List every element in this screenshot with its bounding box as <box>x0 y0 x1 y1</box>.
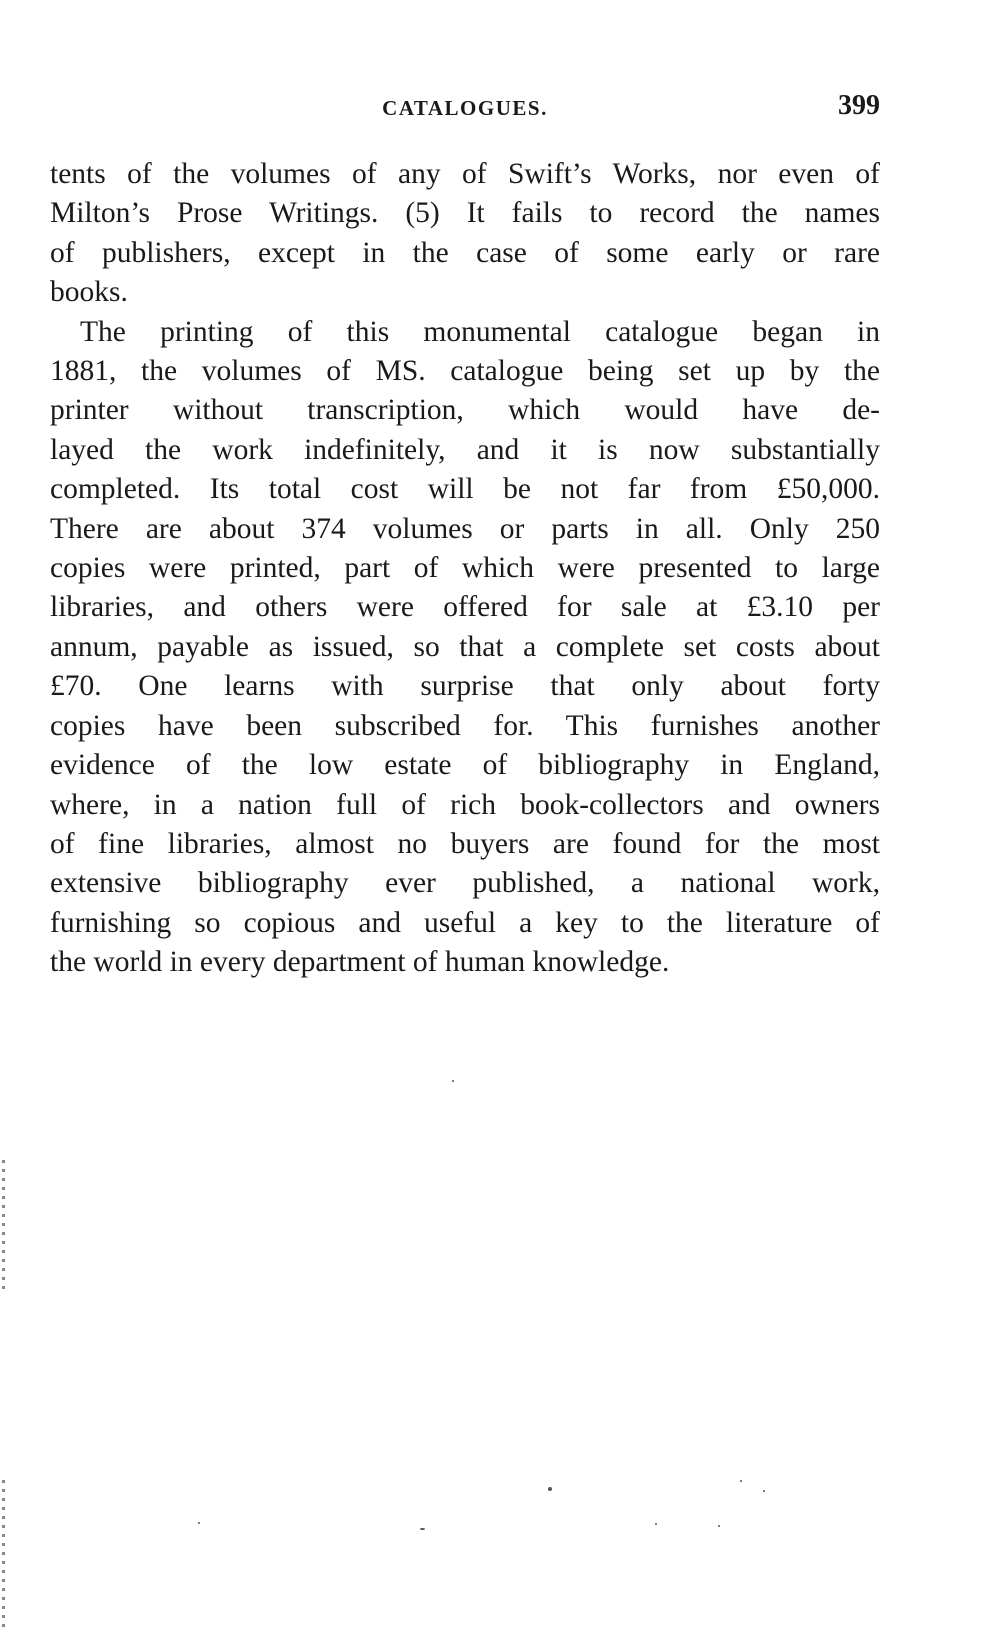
paragraph-start-line: The printing of this monumental catalogue began in <box>80 315 880 348</box>
text-line: where, in a nation full of rich book-collectors and owners <box>50 788 880 821</box>
text-line: extensive bibliography ever published, a national work, <box>50 867 880 900</box>
text-line: layed the work indefinitely, and it is now substantially <box>50 433 880 466</box>
text-line: evidence of the low estate of bibliography in England, <box>50 749 880 782</box>
scan-speck <box>718 1525 720 1527</box>
text-line: of publishers, except in the case of some early or rare <box>50 236 880 269</box>
scan-speck <box>740 1480 742 1482</box>
scan-speck <box>198 1522 200 1524</box>
text-line: £70. One learns with surprise that only about forty <box>50 670 880 703</box>
paragraph-end-line: the world in every department of human knowledge. <box>50 946 670 979</box>
text-line: copies were printed, part of which were presented to large <box>50 552 880 585</box>
text-line: of fine libraries, almost no buyers are found for the most <box>50 827 880 860</box>
scan-speck <box>655 1523 657 1525</box>
text-line: Milton’s Prose Writings. (5) It fails to record the names <box>50 197 880 230</box>
running-title: CATALOGUES. <box>382 96 548 120</box>
text-line: completed. Its total cost will be not far from £50,000. <box>50 473 880 506</box>
text-line: There are about 374 volumes or parts in all. Only 250 <box>50 512 880 545</box>
scan-speck <box>548 1487 552 1491</box>
body-text <box>50 155 880 983</box>
text-line: 1881, the volumes of MS. catalogue being set up by the <box>50 355 880 388</box>
scan-speck <box>452 1080 454 1082</box>
text-line: printer without transcription, which would have de- <box>50 394 880 427</box>
scan-margin-mark <box>2 1160 5 1290</box>
scan-speck <box>763 1490 765 1492</box>
text-line: tents of the volumes of any of Swift’s Works, nor even of <box>50 158 880 190</box>
page-number: 399 <box>838 90 880 121</box>
text-line: copies have been subscribed for. This furnishes another <box>50 709 880 742</box>
scan-speck <box>420 1528 425 1530</box>
text-line: furnishing so copious and useful a key to the literature of <box>50 906 880 939</box>
running-head <box>50 88 880 128</box>
text-line: libraries, and others were offered for sale at £3.10 per <box>50 591 880 624</box>
paragraph-end-line: books. <box>50 276 128 309</box>
scan-margin-mark <box>2 1480 5 1630</box>
text-line: annum, payable as issued, so that a complete set costs about <box>50 630 880 663</box>
